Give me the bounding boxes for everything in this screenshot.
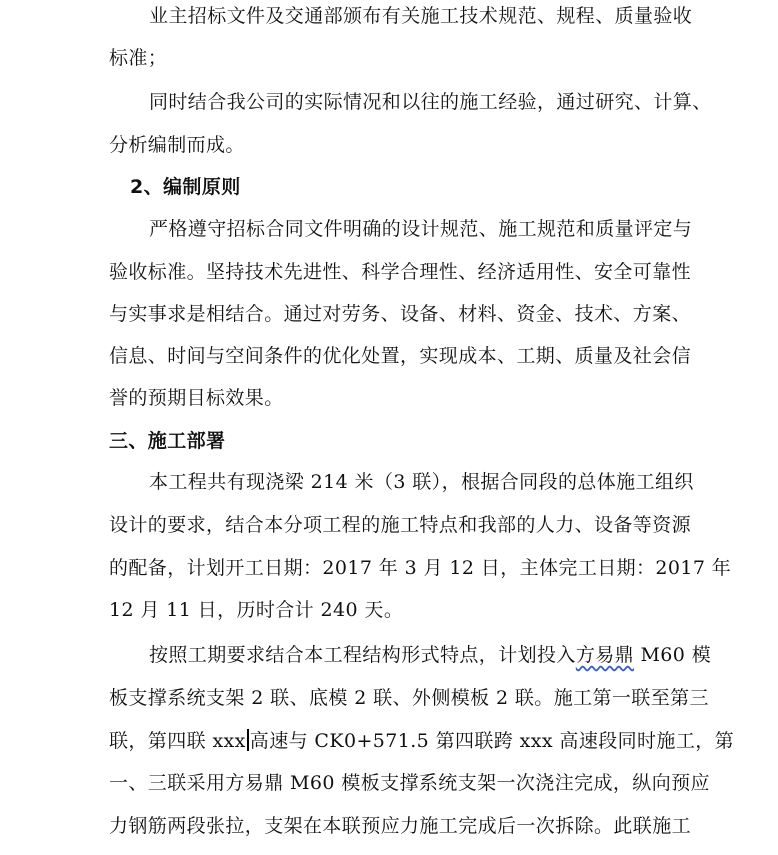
text-line: 严格遵守招标合同文件明确的设计规范、施工规范和质量评定与 [149,218,693,240]
text-line: 本工程共有现浇梁 214 米（3 联），根据合同段的总体施工组织 [149,471,694,493]
text-line: 同时结合我公司的实际情况和以往的施工经验，通过研究、计算、 [149,91,712,113]
text-segment: 高速与 CK0+571.5 第四联跨 xxx 高速段同时施工，第 [249,730,735,752]
section-heading: 三、施工部署 [109,430,226,452]
text-line: 与实事求是相结合。通过对劳务、设备、材料、资金、技术、方案、 [109,303,692,325]
text-line: 信息、时间与空间条件的优化处置，实现成本、工期、质量及社会信 [109,345,692,367]
text-segment: 按照工期要求结合本工程结构形式特点，计划投入 [149,644,576,666]
text-line: 12 月 11 日，历时合计 240 天。 [109,599,404,621]
spellcheck-underlined-word[interactable]: 方易鼎 [575,644,635,666]
text-line: 验收标准。坚持技术先进性、科学合理性、经济适用性、安全可靠性 [109,261,692,283]
text-line: 力钢筋两段张拉，支架在本联预应力施工完成后一次拆除。此联施工 [109,815,692,837]
text-line: 业主招标文件及交通部颁布有关施工技术规范、规程、质量验收 [149,5,693,27]
text-line: 一、三联采用方易鼎 M60 模板支撑系统支架一次浇注完成，纵向预应 [109,772,710,794]
text-segment: M60 模 [634,644,712,666]
text-segment: 联，第四联 xxx [109,730,246,752]
text-line [109,729,734,753]
text-line: 分析编制而成。 [109,134,245,156]
text-line: 的配备，计划开工日期：2017 年 3 月 12 日，主体完工日期：2017 年 [109,557,732,579]
text-line: 誉的预期目标效果。 [109,387,284,409]
text-cursor [247,729,249,751]
text-line: 板支撑系统支架 2 联、底模 2 联、外侧模板 2 联。施工第一联至第三 [109,687,709,709]
section-heading: 2、编制原则 [130,176,241,198]
text-line: 标准； [109,47,168,69]
text-line [149,643,711,667]
text-line: 设计的要求，结合本分项工程的施工特点和我部的人力、设备等资源 [109,514,692,536]
